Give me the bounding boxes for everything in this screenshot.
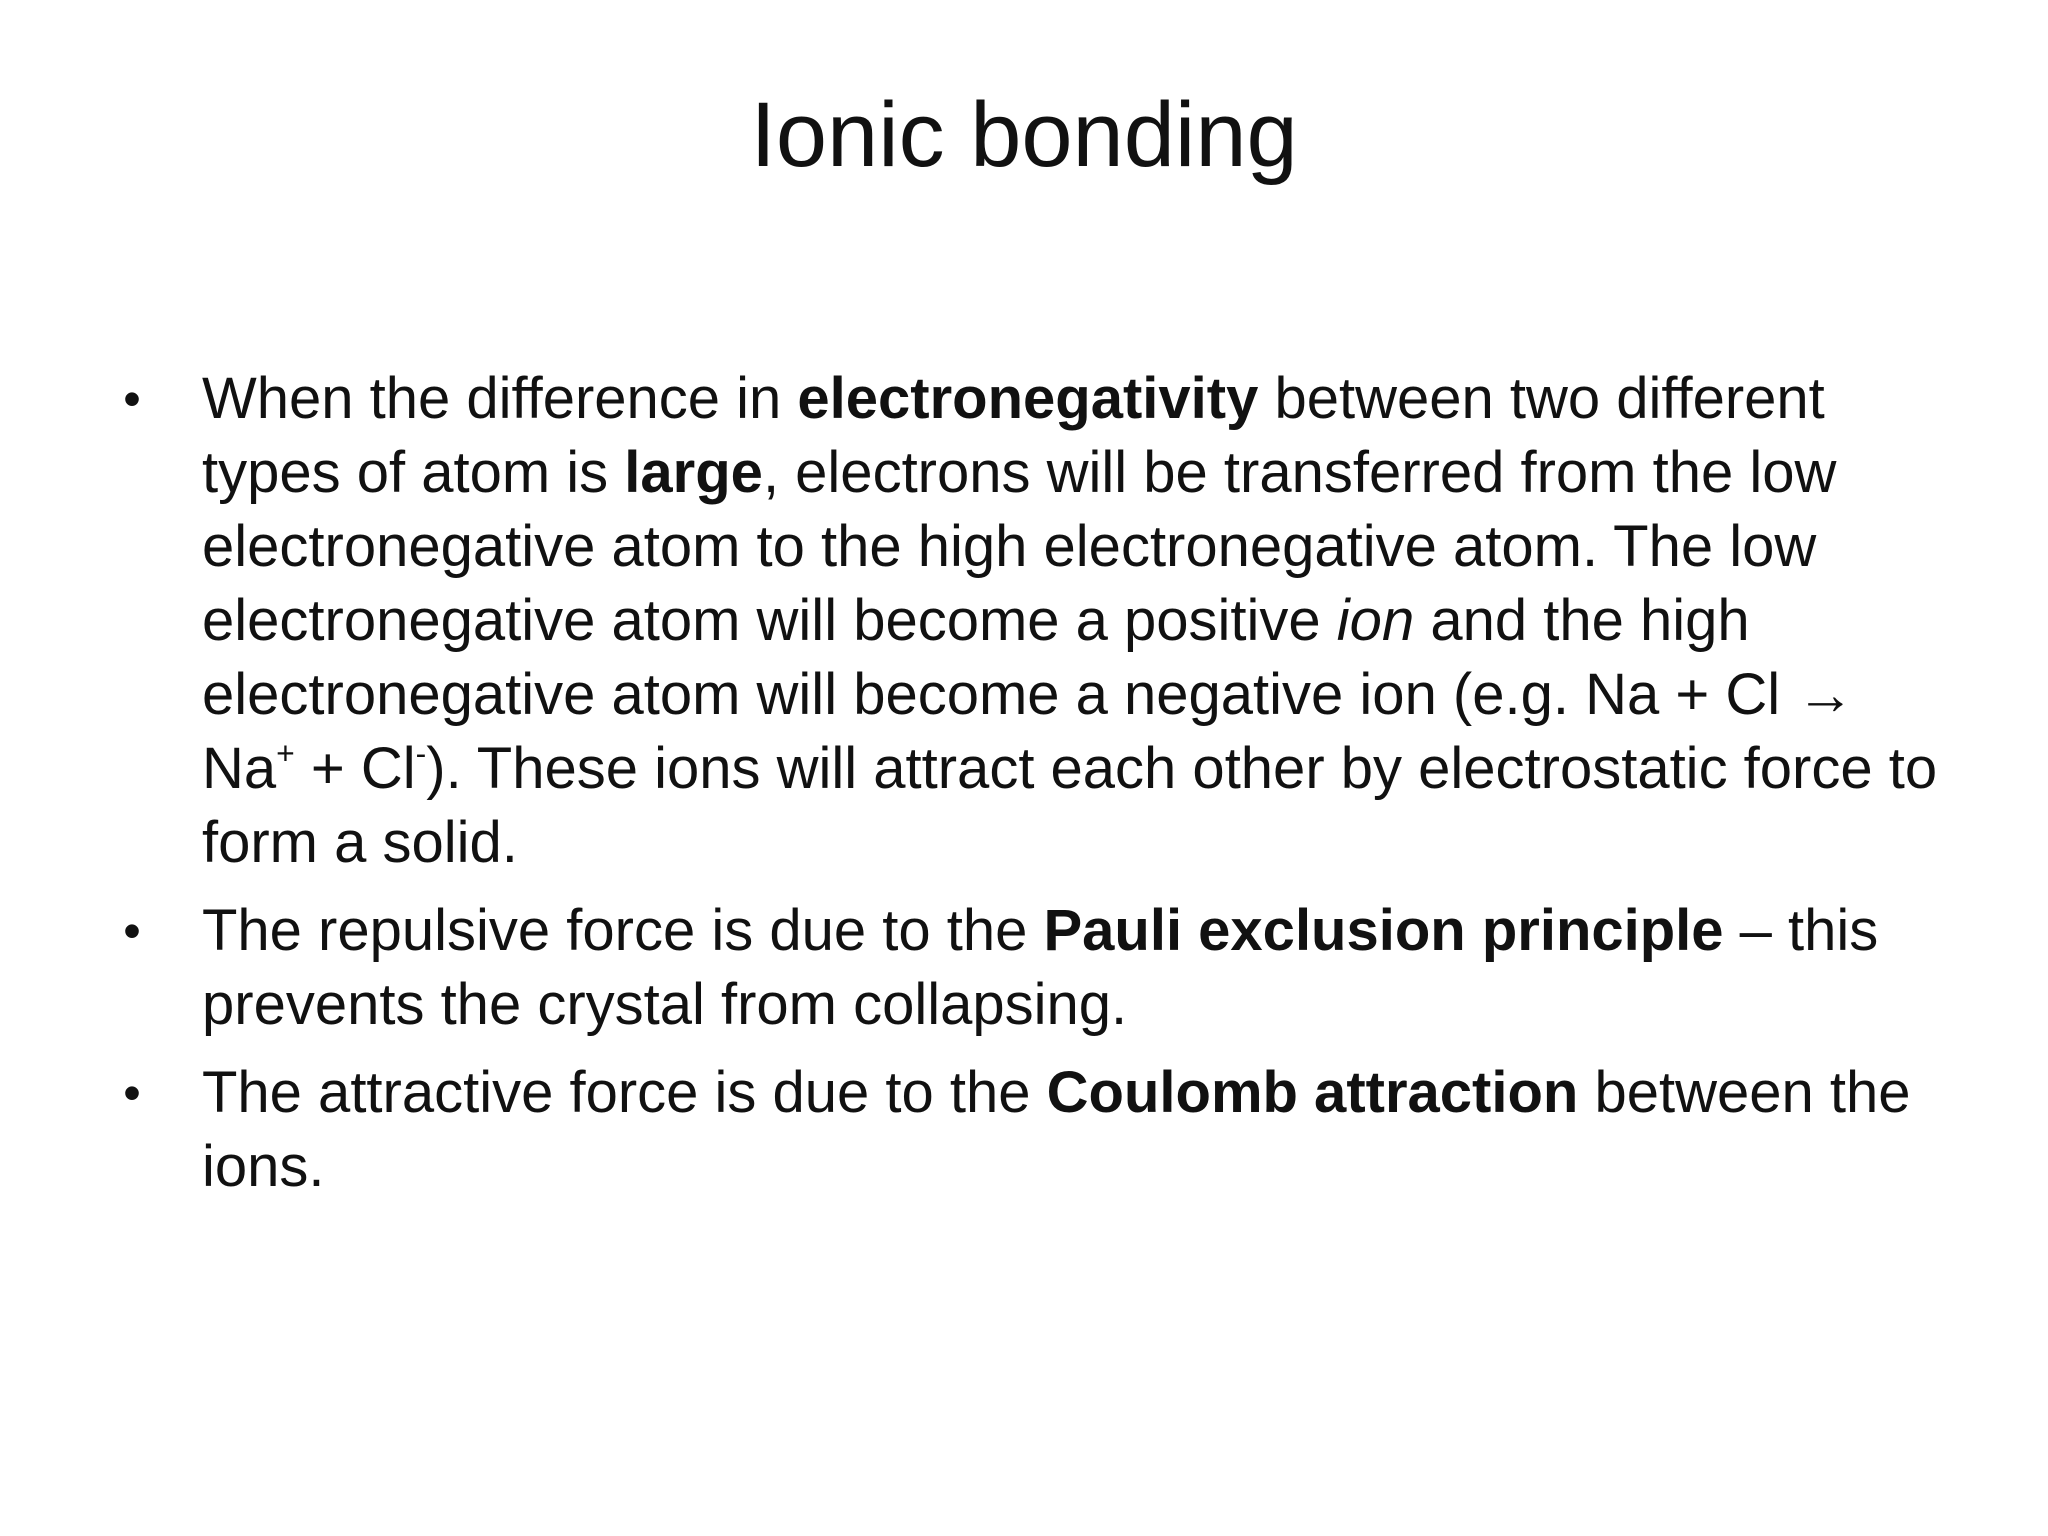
text-run: between the ions. <box>202 1060 1911 1199</box>
text-run: The attractive force is due to the <box>202 1060 1047 1125</box>
text-run: between two different types of atom is <box>202 366 1825 505</box>
superscript-minus: - <box>415 735 427 772</box>
bullet-item-pauli <box>112 894 1952 1042</box>
bullet-dot-icon: • <box>123 903 141 959</box>
bullet-text <box>202 1060 1910 1199</box>
text-run: + Cl <box>294 736 416 801</box>
bold-term-coulomb: Coulomb attraction <box>1046 1060 1579 1125</box>
bullet-dot-icon: • <box>123 371 141 427</box>
text-run: ). These ions will attract each other by electrostatic force to form a solid. <box>202 736 1938 875</box>
bullet-dot-icon: • <box>123 1065 141 1121</box>
bold-term-electronegativity: electronegativity <box>797 366 1259 431</box>
bold-term-large: large <box>624 440 763 505</box>
text-run: , electrons will be transferred from the low electronegative atom to the high electronegative atom. The low electronegative atom will become a positive <box>202 440 1837 653</box>
bullet-text <box>202 366 1937 875</box>
italic-term-ion: ion <box>1336 588 1415 653</box>
superscript-plus: + <box>276 735 295 772</box>
text-run: The repulsive force is due to the <box>202 898 1044 963</box>
bold-term-pauli: Pauli exclusion principle <box>1043 898 1724 963</box>
bullet-item-coulomb <box>112 1056 1952 1204</box>
text-run: When the difference in <box>202 366 798 431</box>
text-run: – this prevents the crystal from collapsing. <box>202 898 1879 1037</box>
bullet-item-electronegativity <box>112 362 1952 880</box>
text-run: and the high electronegative atom will become a negative ion (e.g. Na + Cl → Na <box>202 588 1855 801</box>
bullet-text <box>202 898 1878 1037</box>
bullet-list <box>112 362 1952 1218</box>
slide-title: Ionic bonding <box>750 84 1298 186</box>
